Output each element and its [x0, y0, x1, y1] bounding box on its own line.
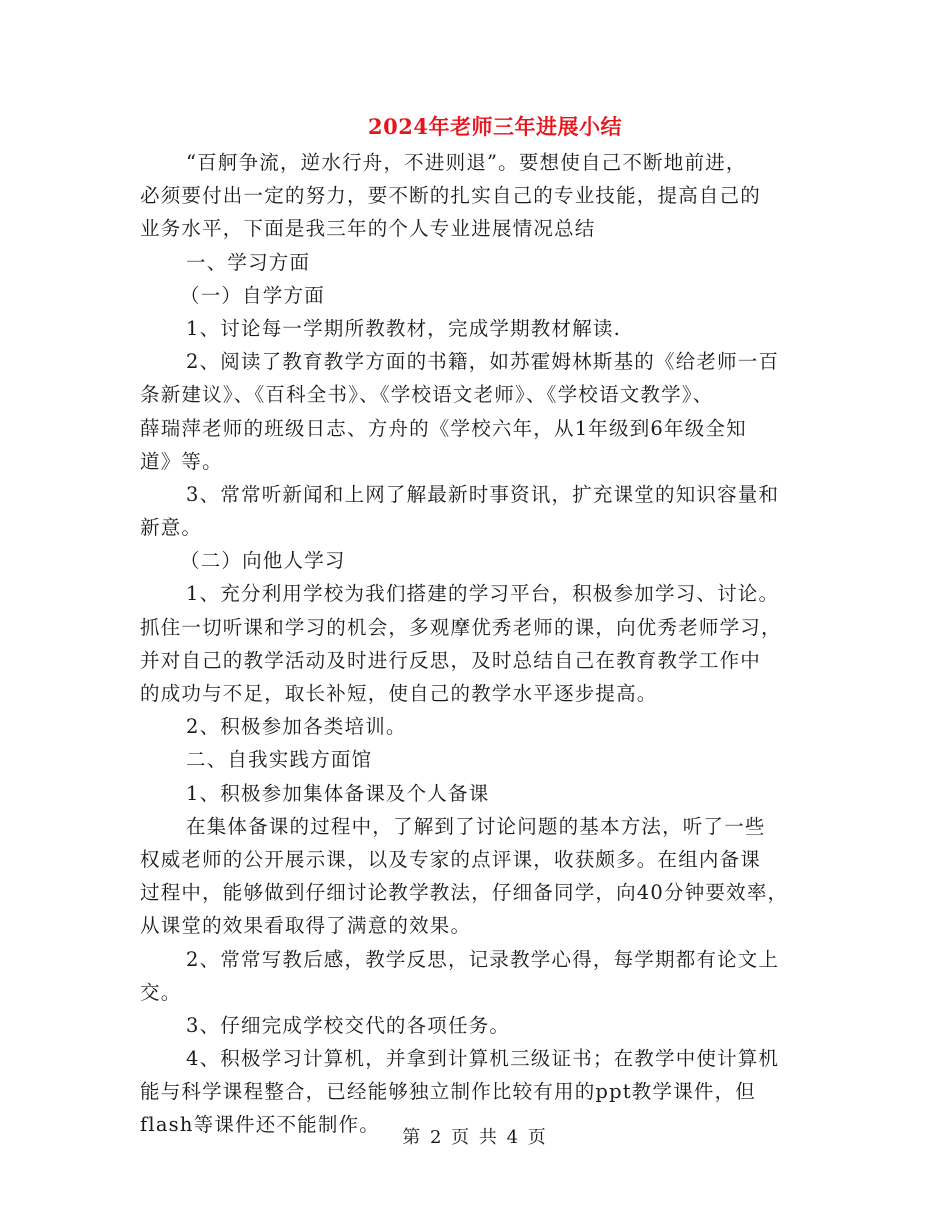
paragraph-line: 在集体备课的过程中，了解到了讨论问题的基本方法，听了一些	[186, 814, 766, 838]
paragraph-line: 从课堂的效果看取得了满意的效果。	[140, 914, 472, 938]
section-heading: 一、学习方面	[186, 250, 311, 274]
section-heading: 二、自我实践方面馆	[186, 748, 373, 772]
paragraph-line: 业务水平，下面是我三年的个人专业进展情况总结	[140, 217, 596, 241]
paragraph-line: 并对自己的教学活动及时进行反思，及时总结自己在教育教学工作中	[140, 648, 762, 672]
document-body	[140, 146, 812, 1142]
paragraph-line: 薛瑞萍老师的班级日志、方舟的《学校六年，从1年级到6年级全知	[140, 416, 747, 440]
paragraph-line: 权威老师的公开展示课，以及专家的点评课，收获颇多。在组内备课	[140, 847, 762, 871]
paragraph-line: 能与科学课程整合，已经能够独立制作比较有用的ppt教学课件，但	[140, 1080, 757, 1104]
paragraph-line: 1、讨论每一学期所教教材，完成学期教材解读.	[186, 316, 622, 340]
document-title: 2024年老师三年进展小结	[368, 114, 622, 139]
paragraph-line: 2、阅读了教育教学方面的书籍，如苏霍姆林斯基的《给老师一百	[186, 350, 780, 374]
paragraph-line: 过程中，能够做到仔细讨论教学教法，仔细备同学，向40分钟要效率，	[140, 881, 789, 905]
paragraph-line: 条新建议》、《百科全书》、《学校语文老师》、《学校语文教学》、	[140, 383, 714, 407]
paragraph-line: “百舸争流，逆水行舟，不进则退”。要想使自己不断地前进，	[186, 151, 747, 174]
paragraph-line: 的成功与不足，取长补短，使自己的教学水平逐步提高。	[140, 682, 658, 705]
page-number-footer: 第 2 页 共 4 页	[402, 1127, 548, 1148]
paragraph-line: 3、仔细完成学校交代的各项任务。	[186, 1013, 511, 1037]
paragraph-line: 2、常常写教后感，教学反思，记录教学心得，每学期都有论文上	[186, 947, 780, 971]
subsection-heading: （二）向他人学习	[180, 549, 346, 573]
paragraph-line: 1、充分利用学校为我们搭建的学习平台，积极参加学习、讨论。	[186, 582, 780, 606]
paragraph-line: 抓住一切听课和学习的机会，多观摩优秀老师的课，向优秀老师学习，	[140, 615, 782, 639]
paragraph-line: flash等课件还不能制作。	[140, 1113, 380, 1137]
paragraph-line: 4、积极学习计算机，并拿到计算机三级证书；在教学中使计算机	[186, 1047, 780, 1071]
paragraph-line: 1、积极参加集体备课及个人备课	[186, 781, 490, 805]
paragraph-line: 3、常常听新闻和上网了解最新时事资讯，扩充课堂的知识容量和	[186, 482, 780, 506]
paragraph-line: 新意。	[140, 516, 203, 540]
subsection-heading: （一）自学方面	[180, 283, 325, 307]
paragraph-line: 必须要付出一定的努力，要不断的扎实自己的专业技能，提高自己的	[140, 184, 762, 208]
paragraph-line: 2、积极参加各类培训。	[186, 715, 407, 739]
paragraph-line: 交。	[140, 980, 182, 1004]
paragraph-line: 道》等。	[140, 449, 223, 473]
